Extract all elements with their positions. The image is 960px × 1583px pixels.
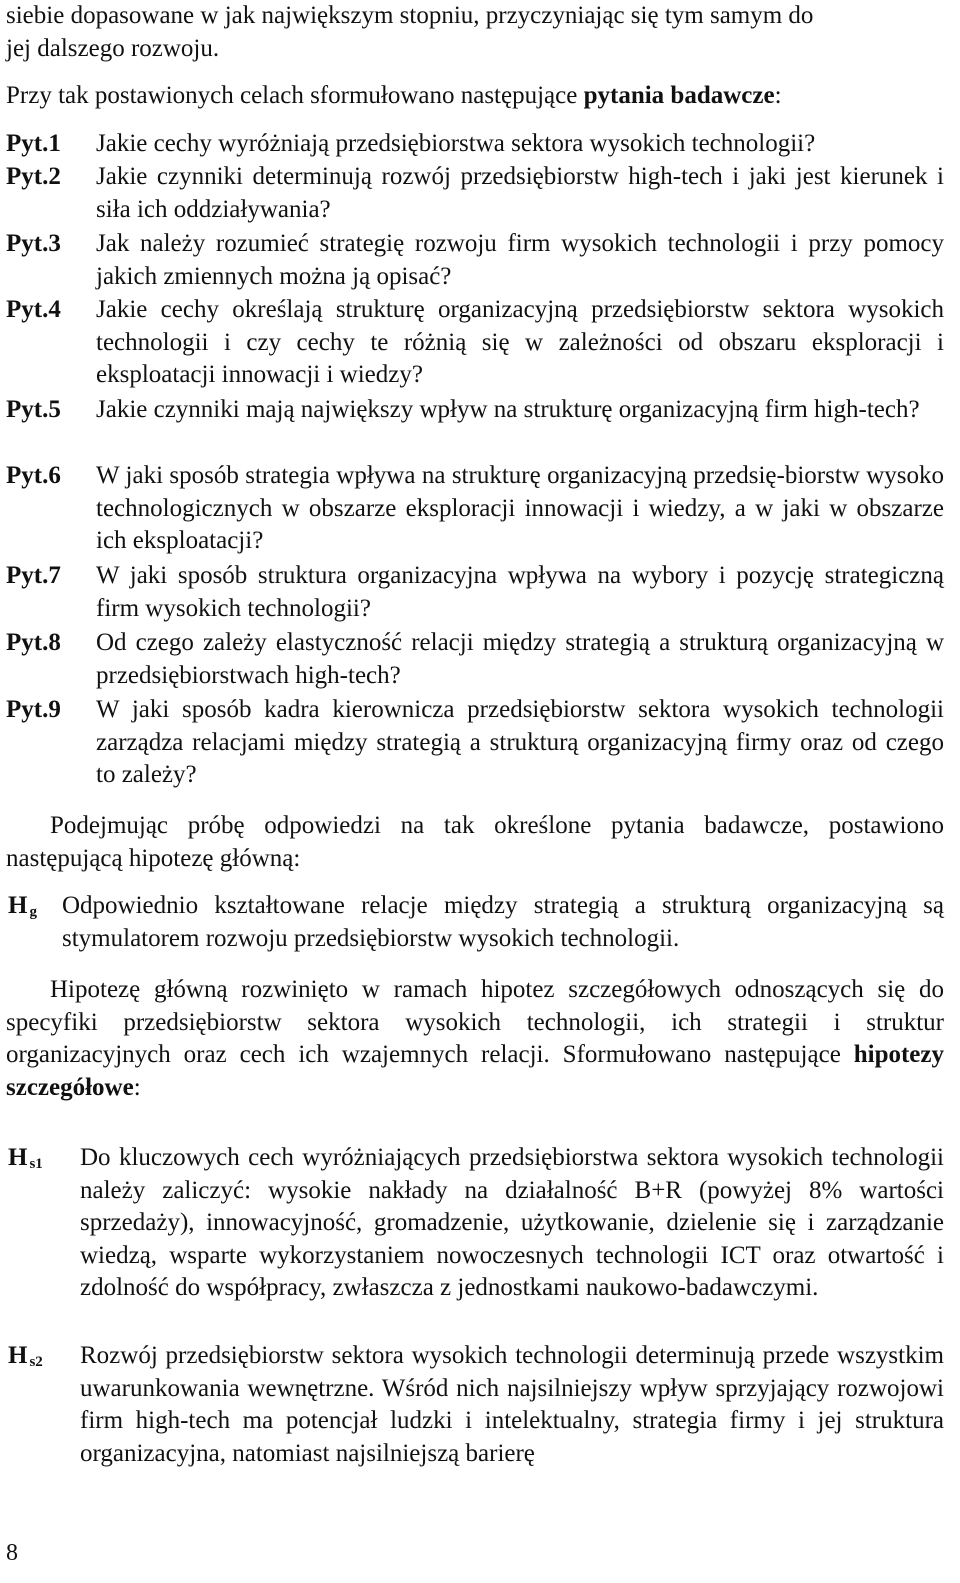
hypothesis-text: Do kluczowych cech wyróżniających przedsiębiorstwa sektora wysokich technologii należy zaliczyć: wysokie nakłady na działalność B+R (powyżej 8% wartości sprzedaży), innowacyjność, gromadzenie, użytkowanie, dzielenie się i zarządzanie wiedzą, wsparte wykorzystaniem nowoczesnych technologii ICT oraz otwartość i zdolność do współpracy, zwłaszcza z jednostkami naukowo-badawczymi.: [80, 1144, 944, 1302]
main-hypothesis-intro: Podejmując próbę odpowiedzi na tak określone pytania badawcze, postawiono następującą hipotezę główną:: [6, 812, 944, 872]
questions-intro-bold: pytania badawcze: [583, 82, 775, 109]
questions-intro: Przy tak postawionych celach sformułowano następujące pytania badawcze:: [6, 82, 782, 109]
question-text: Jakie czynniki mają największy wpływ na strukturę organizacyjną firm high-tech?: [96, 396, 920, 423]
question-label: Pyt.5: [6, 396, 61, 423]
question-label: Pyt.8: [6, 629, 61, 656]
intro-line-1: siebie dopasowane w jak największym stopniu, przyczyniając się tym samym do: [6, 2, 814, 29]
hypothesis-label: H $_{s2}$: [8, 1342, 43, 1370]
question-text: Od czego zależy elastyczność relacji między strategią a strukturą organizacyjną w przedsiębiorstwach high-tech?: [96, 629, 944, 689]
question-text: Jakie cechy wyróżniają przedsiębiorstwa sektora wysokich technologii?: [96, 130, 816, 157]
main-hypothesis-label: H $_g$: [8, 892, 37, 920]
question-label: Pyt.9: [6, 696, 61, 723]
hypothesis-text: Rozwój przedsiębiorstw sektora wysokich technologii determinują przede wszystkim uwarunkowania wewnętrzne. Wśród nich najsilniejszy wpływ sprzyjający rozwojowi firm high-tech ma potencjał ludzki i intelektualny, strategia firmy i jej struktura organizacyjna, natomiast najsilniejszą barierę: [80, 1342, 944, 1467]
question-label: Pyt.2: [6, 163, 61, 190]
detailed-hypotheses-intro: Hipotezę główną rozwinięto w ramach hipotez szczegółowych odnoszących się do specyfiki przedsiębiorstw sektora wysokich technologii, ich strategii i struktur organizacyjnych oraz cech ich wzajemnych relacji. Sformułowano następujące hipotezy szczegółowe:: [6, 976, 944, 1101]
main-hypothesis-text: Odpowiednio kształtowane relacje między strategią a strukturą organizacyjną są stymulatorem rozwoju przedsiębiorstw wysokich technologii.: [62, 892, 944, 952]
detailed-intro-bold: hipotezy szczegółowe: [6, 1041, 944, 1101]
intro-line-2: jej dalszego rozwoju.: [6, 35, 220, 62]
question-label: Pyt.1: [6, 130, 61, 157]
question-label: Pyt.7: [6, 562, 61, 589]
question-text: W jaki sposób strategia wpływa na strukturę organizacyjną przedsię-biorstw wysoko technologicznych w obszarze eksploracji innowacji i wiedzy, a w jaki w obszarze ich eksploatacji?: [96, 462, 944, 555]
question-label: Pyt.3: [6, 230, 61, 257]
question-text: W jaki sposób struktura organizacyjna wpływa na wybory i pozycję strategiczną firm wysokich technologii?: [96, 562, 944, 622]
page-number: 8: [6, 1540, 18, 1566]
hypothesis-label: H $_{s1}$: [8, 1144, 43, 1172]
question-label: Pyt.6: [6, 462, 61, 489]
question-text: Jakie czynniki determinują rozwój przedsiębiorstw high-tech i jaki jest kierunek i siła ich oddziaływania?: [96, 163, 944, 223]
question-text: W jaki sposób kadra kierownicza przedsiębiorstw sektora wysokich technologii zarządza relacjami między strategią a strukturą organizacyjną firmy oraz od czego to zależy?: [96, 696, 944, 789]
question-text: Jakie cechy określają strukturę organizacyjną przedsiębiorstw sektora wysokich technologii i czy cechy te różnią się w zależności od obszaru eksploracji i eksploatacji innowacji i wiedzy?: [96, 296, 944, 389]
question-label: Pyt.4: [6, 296, 61, 323]
question-text: Jak należy rozumieć strategię rozwoju firm wysokich technologii i przy pomocy jakich zmiennych można ją opisać?: [96, 230, 944, 290]
